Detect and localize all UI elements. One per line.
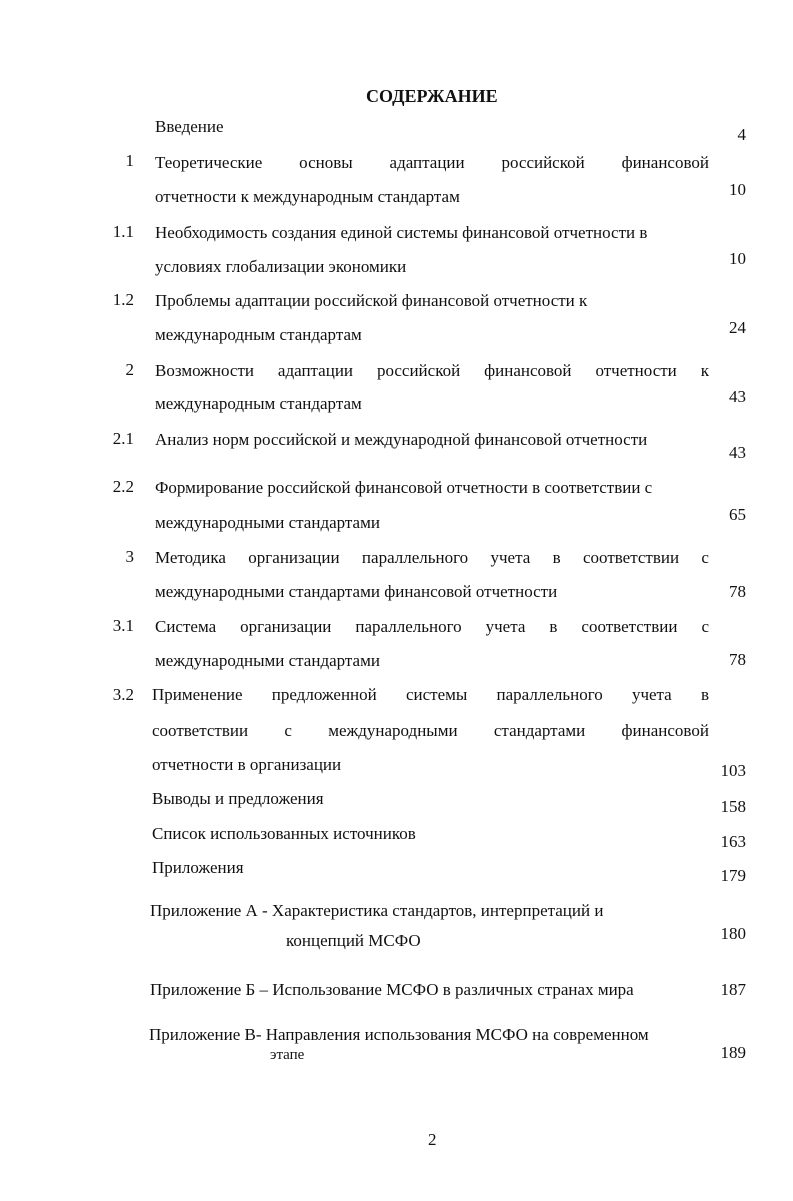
toc-entry-text-line: Анализ норм российской и международной финансовой отчетности (155, 430, 648, 449)
toc-entry-text-line: концепций МСФО (286, 931, 421, 950)
toc-entry-text-line: Формирование российской финансовой отчетности в соответствии с (155, 478, 653, 497)
toc-entry-page: 180 (720, 924, 746, 943)
toc-entry-page: 163 (720, 832, 746, 851)
toc-entry-page: 78 (729, 650, 746, 669)
page-title: СОДЕРЖАНИЕ (366, 86, 498, 106)
page-number: 2 (428, 1130, 437, 1149)
toc-entry-page: 4 (737, 125, 746, 144)
toc-entry-page: 103 (720, 761, 746, 780)
toc-entry-text-line: условиях глобализации экономики (155, 257, 407, 276)
toc-entry-text-line: Возможности адаптации российской финансовой отчетности к (155, 361, 709, 380)
toc-entry-number: 1 (125, 151, 134, 170)
toc-entry-text-line: Приложение А - Характеристика стандартов, интерпретаций и (150, 901, 604, 920)
toc-entry-number: 3.2 (112, 685, 134, 704)
toc-entry-text-line: Выводы и предложения (152, 789, 324, 808)
toc-entry-page: 65 (729, 505, 746, 524)
toc-entry-page: 189 (720, 1043, 746, 1062)
toc-entry-number: 3.1 (112, 616, 134, 635)
toc-entry-text-line: международным стандартам (155, 325, 362, 344)
toc-entry-text-line: Методика организации параллельного учета в соответствии с (155, 548, 709, 567)
toc-entry-page: 179 (720, 866, 746, 885)
toc-entry-page: 78 (729, 582, 746, 601)
toc-entry-text-line: отчетности к международным стандартам (155, 187, 460, 206)
toc-entry-text-line: Приложение В- Направления использования МСФО на современном (149, 1025, 649, 1044)
toc-entry-text-line: Система организации параллельного учета в соответствии с (155, 617, 709, 636)
toc-entry-text-line: отчетности в организации (152, 755, 342, 774)
toc-entry-text-line: Приложение Б – Использование МСФО в различных странах мира (150, 980, 634, 999)
toc-entry-page: 24 (729, 318, 746, 337)
toc-entry-text-line: Проблемы адаптации российской финансовой отчетности к (155, 291, 588, 310)
toc-entry-text-line: соответствии с международными стандартами финансовой (152, 721, 709, 740)
toc-entry-number: 3 (125, 547, 134, 566)
toc-entry-page: 158 (720, 797, 746, 816)
toc-entry-page: 10 (729, 249, 746, 268)
toc-entry-text-line: этапе (270, 1047, 305, 1063)
toc-entry-text-line: международными стандартами финансовой отчетности (155, 582, 558, 601)
toc-entry-text-line: международными стандартами (155, 513, 380, 532)
toc-entry-number: 2 (125, 360, 134, 379)
toc-entry-text-line: Применение предложенной системы параллельного учета в (152, 685, 709, 704)
toc-entry-text-line: Введение (155, 117, 224, 136)
toc-entry-page: 10 (729, 180, 746, 199)
toc-entry-page: 187 (720, 980, 746, 999)
toc-entry-text-line: Приложения (152, 858, 244, 877)
toc-entry-text-line: Список использованных источников (152, 824, 416, 843)
toc-entry-text-line: Теоретические основы адаптации российской финансовой (155, 153, 709, 172)
toc-entry-page: 43 (729, 443, 746, 462)
toc-entry-number: 1.2 (112, 290, 134, 309)
toc-entry-text-line: Необходимость создания единой системы финансовой отчетности в (155, 223, 648, 242)
toc-entry-number: 2.1 (112, 429, 134, 448)
toc-entry-text-line: международными стандартами (155, 651, 380, 670)
toc-entry-number: 2.2 (112, 477, 134, 496)
toc-entry-text-line: международным стандартам (155, 394, 362, 413)
toc-entry-number: 1.1 (112, 222, 134, 241)
toc-entry-page: 43 (729, 387, 746, 406)
